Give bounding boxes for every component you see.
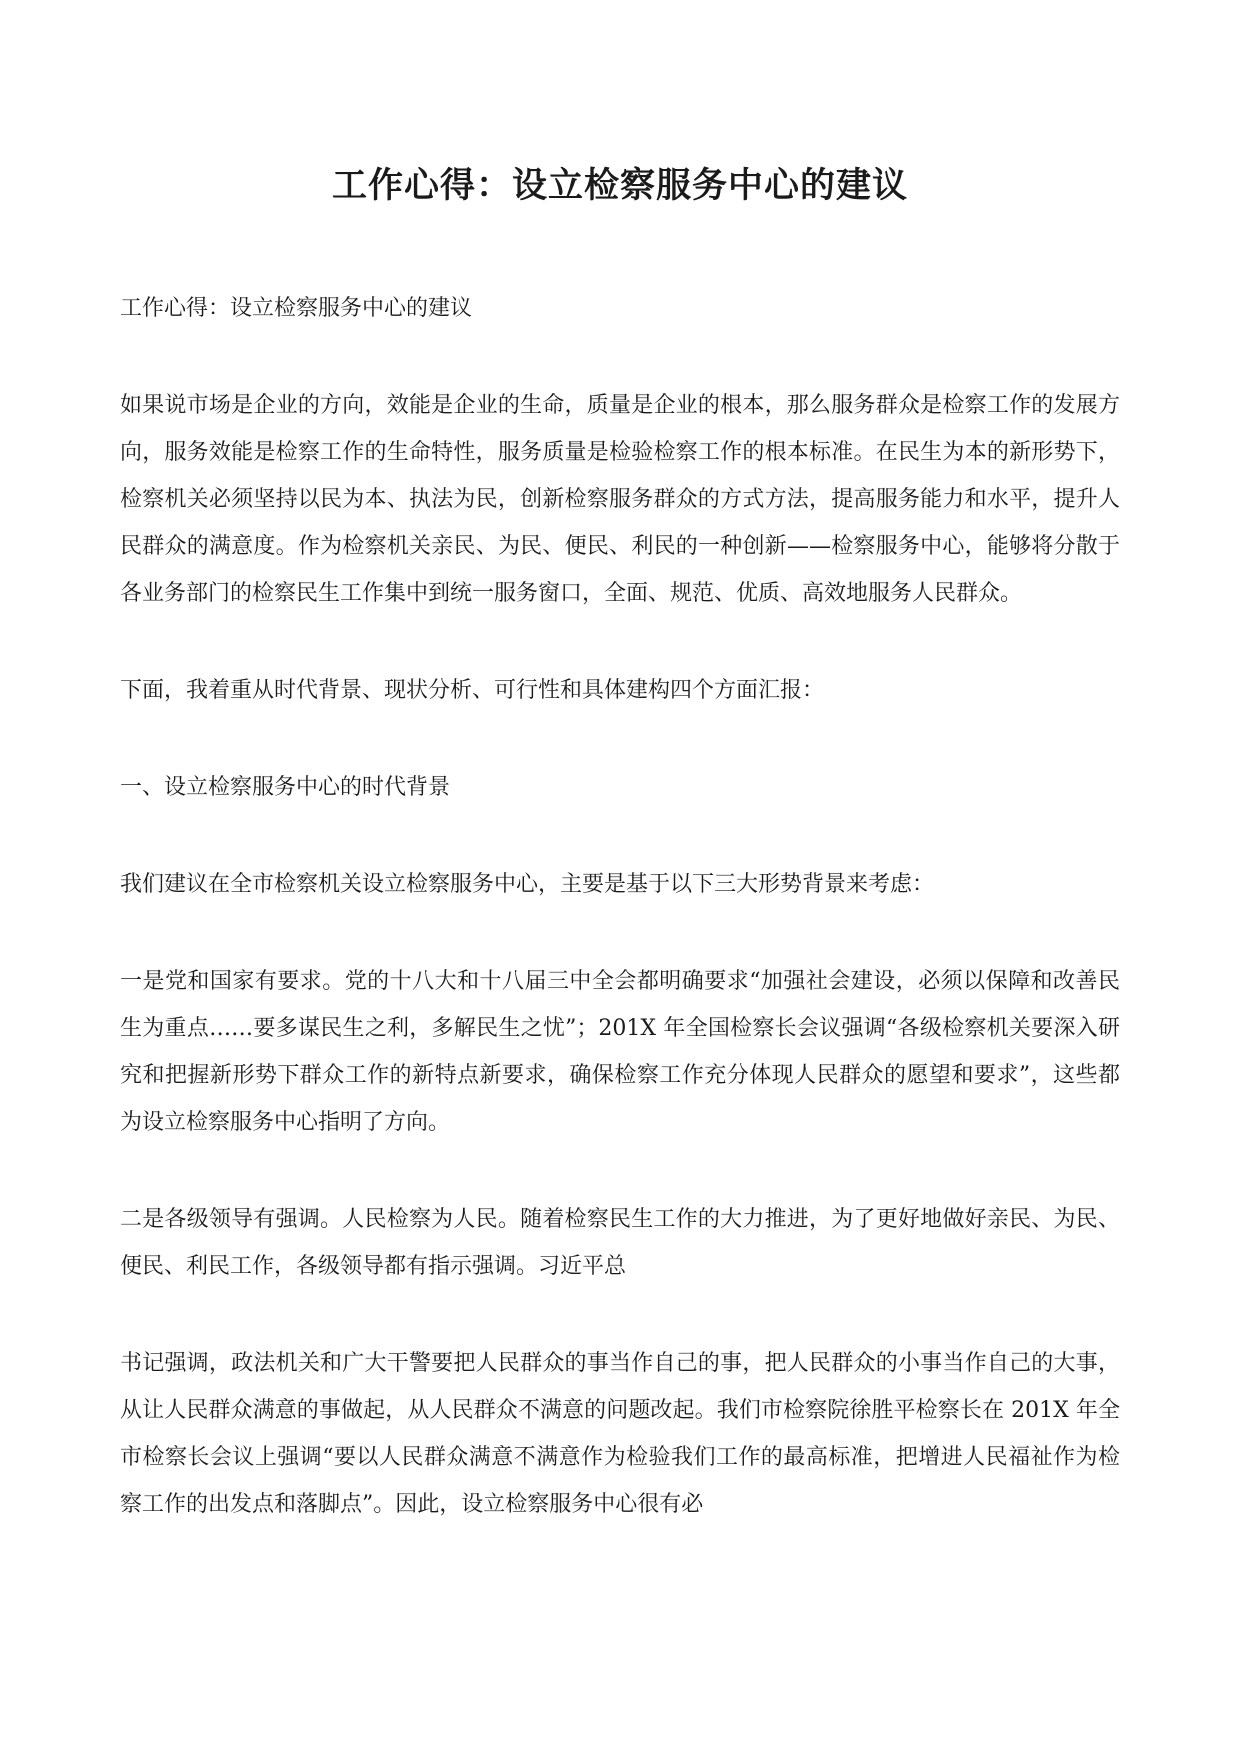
paragraph-intro: 如果说市场是企业的方向，效能是企业的生命，质量是企业的根本，那么服务群众是检察工作的发展方向，服务效能是检察工作的生命特性，服务质量是检验检察工作的根本标准。在民生为本的新形势下，检察机关必须坚持以民为本、执法为民，创新检察服务群众的方式方法，提高服务能力和水平，提升人民群众的满意度。作为检察机关亲民、为民、便民、利民的一种创新——检察服务中心，能够将分散于各业务部门的检察民生工作集中到统一服务窗口，全面、规范、优质、高效地服务人民群众。 [120,393,1120,606]
paragraph-point-1: 一是党和国家有要求。党的十八大和十八届三中全会都明确要求“加强社会建设，必须以保障和改善民生为重点……要多谋民生之利，多解民生之忧”；201X 年全国检察长会议强调“各级检察机关要深入研究和把握新形势下群众工作的新特点新要求，确保检察工作充分体现人民群众的愿望和要求”，这些都为设立检察服务中心指明了方向。 [120,969,1120,1135]
document-body [120,285,1120,1578]
paragraph-subtitle: 工作心得：设立检察服务中心的建议 [120,296,473,321]
paragraph-point-2: 二是各级领导有强调。人民检察为人民。随着检察民生工作的大力推进，为了更好地做好亲民、为民、便民、利民工作，各级领导都有指示强调。习近平总 [120,1207,1120,1279]
section-heading-1: 一、设立检察服务中心的时代背景 [120,775,451,800]
paragraph-point-2-continued: 书记强调，政法机关和广大干警要把人民群众的事当作自己的事，把人民群众的小事当作自己的大事，从让人民群众满意的事做起，从人民群众不满意的问题改起。我们市检察院徐胜平检察长在 201X 年全市检察长会议上强调“要以人民群众满意不满意作为检验我们工作的最高标准，把增进人民福祉作为检察工作的出发点和落脚点”。因此，设立检察服务中心很有必 [120,1351,1120,1517]
paragraph-background: 我们建议在全市检察机关设立检察服务中心，主要是基于以下三大形势背景来考虑： [120,872,935,897]
document-title: 工作心得：设立检察服务中心的建议 [331,165,908,206]
paragraph-outline: 下面，我着重从时代背景、现状分析、可行性和具体建构四个方面汇报： [120,678,825,703]
